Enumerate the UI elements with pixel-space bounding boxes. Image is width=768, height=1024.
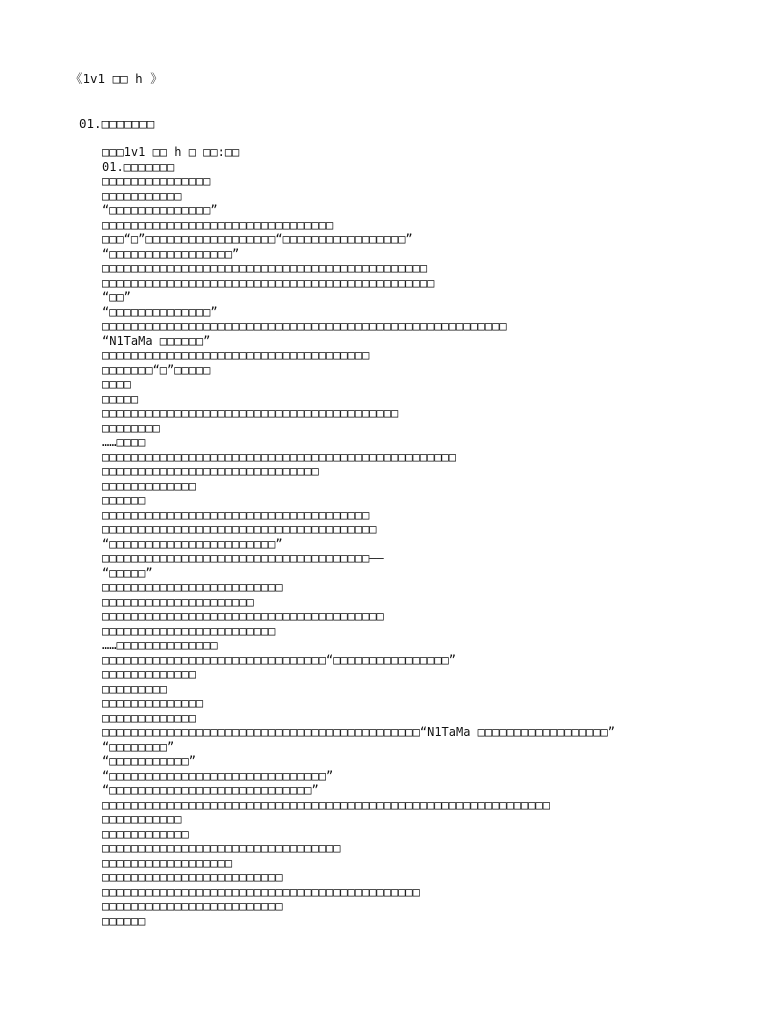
text-line: ……□□□□ [102,435,146,449]
text-line: □□□□□□□□□□□□□□□ [102,174,211,188]
text-line: “□□□□□□□□□□□” [102,754,196,768]
text-line: □□□1v1 □□ h □ □□:□□ [102,145,240,159]
text-line: □□□□□□□□□□□□ [102,826,189,841]
text-line: □□□□□□□□□□□□□□□□□□ [102,855,233,870]
document-title: 《1v1 □□ h 》 [70,71,163,86]
text-line: □□□“□”□□□□□□□□□□□□□□□□□□“□□□□□□□□□□□□□□□□□” [102,232,413,246]
text-line: □□□□□□□□□□□□□□□□□□□□□□□□□□□□□□□□□□□□□□□□□□□□ [102,884,420,899]
text-line: “□□□□□□□□□□□□□□□□□□□□□□□” [102,536,283,551]
text-line: □□□□□□□□□□□□□□□□□□□□□□□□□□□□□□□□□□□□□ [102,348,370,362]
text-line: “□□□□□□□□” [102,739,175,754]
text-line: □□□□□□□□□ [102,681,168,696]
text-line: □□□□□□□□□□□ [102,188,182,203]
text-line: □□□□□□□□ [102,420,160,435]
text-line: □□□□□□□□□□□□□□□□□□□□□□□□□□□□□□□□□□□□□□ [102,522,377,536]
text-line: □□□□□□□□□□□□□□□□□□□□□□□□□ [102,580,283,594]
text-line: □□□□□□□□□□□□□□□□□□□□□□□□□□□□□□□□□□□□□ [102,507,370,522]
text-line: □□□□□□□□□□□□□□□□□□□□□□□□□ [102,870,283,884]
text-line: “□□□□□□□□□□□□□□” [102,203,218,217]
text-line: □□□□ [102,377,131,391]
text-line: □□□□□□□□□□□□□□□□□□□□□□□□□□□□□□□□□□□□□□□□□□□□“N1TaMa □□□□□□□□□□□□□□□□□□” [102,725,615,739]
text-line: □□□□□□□□□□□□□ [102,478,196,493]
text-line: □□□□□□□□□□□□□□□□□□□□□□□□□□□□□□□□□□□□□—— [102,551,384,565]
text-line: □□□□□□□□□□□□□□□□□□□□□□□□□□□□□□□□□□□□□□□□□□□□□□□□□□□□□□□□□□□□□□ [102,797,550,812]
text-line: □□□□□□□□□□□□□□□□□□□□□□□□ [102,623,276,638]
text-line: □□□□□□□□□□□ [102,812,182,826]
text-line: “□□” [102,290,131,304]
text-line: □□□□□□□□□□□□□ [102,667,196,681]
section-heading: 01.□□□□□□□ [79,116,155,131]
text-line: □□□□□□□□□□□□□□□□□□□□□□□□□□□□□□□□□□□□□□□□□□□□□□□□□□□□□□□□ [102,319,507,333]
text-line: □□□□□□□□□□□□□□□□□□□□□ [102,594,254,609]
text-line: □□□□□□□□□□□□□□□□□□□□□□□□□□□□□□□□□□□□□□□□□ [102,406,399,420]
text-line: □□□□□□□“□”□□□□□ [102,362,211,377]
text-line: 01.□□□□□□□ [102,159,175,174]
text-line: □□□□□□□□□□□□□□□□□□□□□□□□□□□□□□□□□ [102,841,341,855]
text-line: □□□□□□□□□□□□□□□□□□□□□□□□□□□□□□□□□□□□□□□ [102,609,384,623]
text-line: “N1TaMa □□□□□□” [102,333,211,348]
text-line: “□□□□□” [102,565,153,580]
text-line: ……□□□□□□□□□□□□□□ [102,638,218,652]
text-line: □□□□□□□□□□□□□□□□□□□□□□□□□□□□□□ [102,464,319,478]
text-line: “□□□□□□□□□□□□□□□□□□□□□□□□□□□□□□” [102,768,334,783]
text-line: “□□□□□□□□□□□□□□□□□□□□□□□□□□□□” [102,783,319,797]
text-line: “□□□□□□□□□□□□□□□□□” [102,246,240,261]
text-line: □□□□□□□□□□□□□□□□□□□□□□□□□□□□□□□□□□□□□□□□□□□□□□□□□ [102,449,457,464]
text-line: □□□□□□□□□□□□□□□□□□□□□□□□□□□□□□□□□□□□□□□□□□□□□ [102,261,428,275]
text-line: □□□□□ [102,391,139,406]
text-line: □□□□□□□□□□□□□□□□□□□□□□□□□ [102,899,283,913]
text-line: □□□□□□□□□□□□□□□□□□□□□□□□□□□□□□□“□□□□□□□□□□□□□□□□” [102,652,457,667]
text-line: □□□□□□□□□□□□□ [102,710,196,725]
text-line: □□□□□□□□□□□□□□ [102,696,204,710]
document-body [102,145,615,928]
text-line: □□□□□□□□□□□□□□□□□□□□□□□□□□□□□□□□ [102,217,334,232]
text-line: □□□□□□□□□□□□□□□□□□□□□□□□□□□□□□□□□□□□□□□□□□□□□□ [102,275,435,290]
text-line: “□□□□□□□□□□□□□□” [102,304,218,319]
text-line: □□□□□□ [102,913,146,928]
text-line: □□□□□□ [102,493,146,507]
